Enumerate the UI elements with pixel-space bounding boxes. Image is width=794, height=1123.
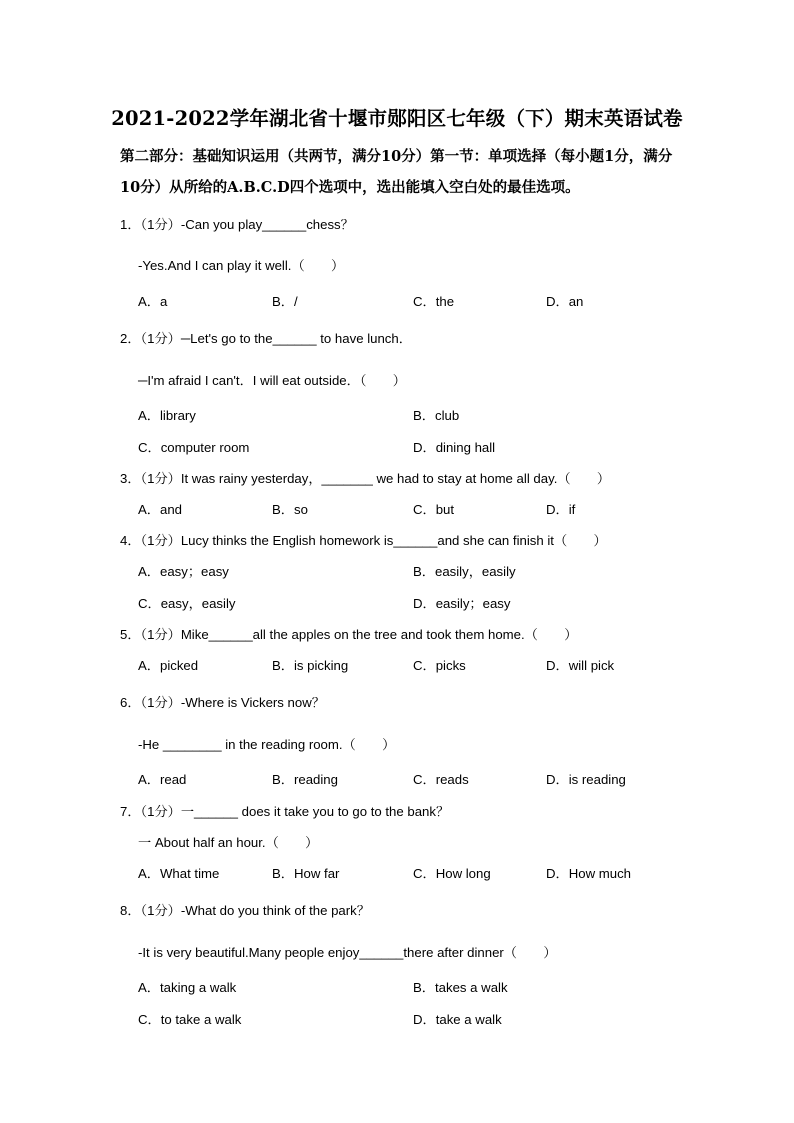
question-3-option-b: B．so [272,502,308,517]
question-3-option-d: D．if [546,502,576,517]
question-7-option-d: D．How much [546,866,632,881]
question-4-stem: 4．（1分）Lucy thinks the English homework is______and she can finish it（ ） [120,533,607,548]
question-2-stem: 2．（1分）─Let's go to the______ to have lunch． [120,331,412,346]
question-5-option-c: C．picks [413,658,466,673]
question-5-option-d: D．will pick [546,658,615,673]
question-2-option-d: D．dining hall [413,440,496,455]
question-6-option-a: A．read [138,772,187,787]
question-7-stem: 7．（1分）一______ does it take you to go to the bank？ [120,804,450,819]
question-8-option-a: A．taking a walk [138,980,237,995]
question-1-option-a: A．a [138,294,168,309]
question-4-option-b: B．easily，easily [413,564,516,579]
question-2-option-b: B．club [413,408,460,423]
question-6-option-c: C．reads [413,772,469,787]
question-7-option-b: B．How far [272,866,340,881]
question-6-stem: 6．（1分）-Where is Vickers now？ [120,695,325,710]
question-1-option-d: D．an [546,294,584,309]
question-1-option-b: B．/ [272,294,298,309]
question-7-option-a: A．What time [138,866,220,881]
question-1-option-c: C．the [413,294,455,309]
question-8-stem-2: -It is very beautiful.Many people enjoy______there after dinner（ ） [138,945,557,960]
question-8-option-c: C．to take a walk [138,1012,242,1027]
question-8-option-d: D．take a walk [413,1012,502,1027]
question-1-stem: 1．（1分）-Can you play______chess？ [120,217,354,232]
question-7-stem-2: 一 About half an hour.（ ） [138,835,319,850]
question-2-stem-2: ─I'm afraid I can't．I will eat outside．（ ） [138,373,406,388]
section-instructions: 第二部分：基础知识运用（共两节，满分10分）第一节：单项选择（每小题1分，满分10分）从所给的A.B.C.D四个选项中，选出能填入空白处的最佳选项。 [120,148,673,196]
question-8-stem: 8．（1分）-What do you think of the park？ [120,903,370,918]
question-4-option-c: C．easy，easily [138,596,236,611]
question-3-option-c: C．but [413,502,455,517]
question-5-option-b: B．is picking [272,658,349,673]
question-2-option-c: C．computer room [138,440,250,455]
question-1-stem-2: -Yes.And I can play it well.（ ） [138,258,345,273]
question-2-option-a: A．library [138,408,196,423]
question-6-stem-2: -He ________ in the reading room.（ ） [138,737,396,752]
question-7-option-c: C．How long [413,866,491,881]
question-6-option-b: B．reading [272,772,338,787]
question-4-option-d: D．easily；easy [413,596,511,611]
question-3-stem: 3．（1分）It was rainy yesterday，_______ we had to stay at home all day.（ ） [120,471,611,486]
question-3-option-a: A．and [138,502,182,517]
question-5-option-a: A．picked [138,658,199,673]
question-6-option-d: D．is reading [546,772,626,787]
question-8-option-b: B．takes a walk [413,980,508,995]
exam-title: 2021-2022学年湖北省十堰市郧阳区七年级（下）期末英语试卷 [111,107,683,130]
question-4-option-a: A．easy；easy [138,564,229,579]
question-5-stem: 5．（1分）Mike______all the apples on the tree and took them home.（ ） [120,627,578,642]
